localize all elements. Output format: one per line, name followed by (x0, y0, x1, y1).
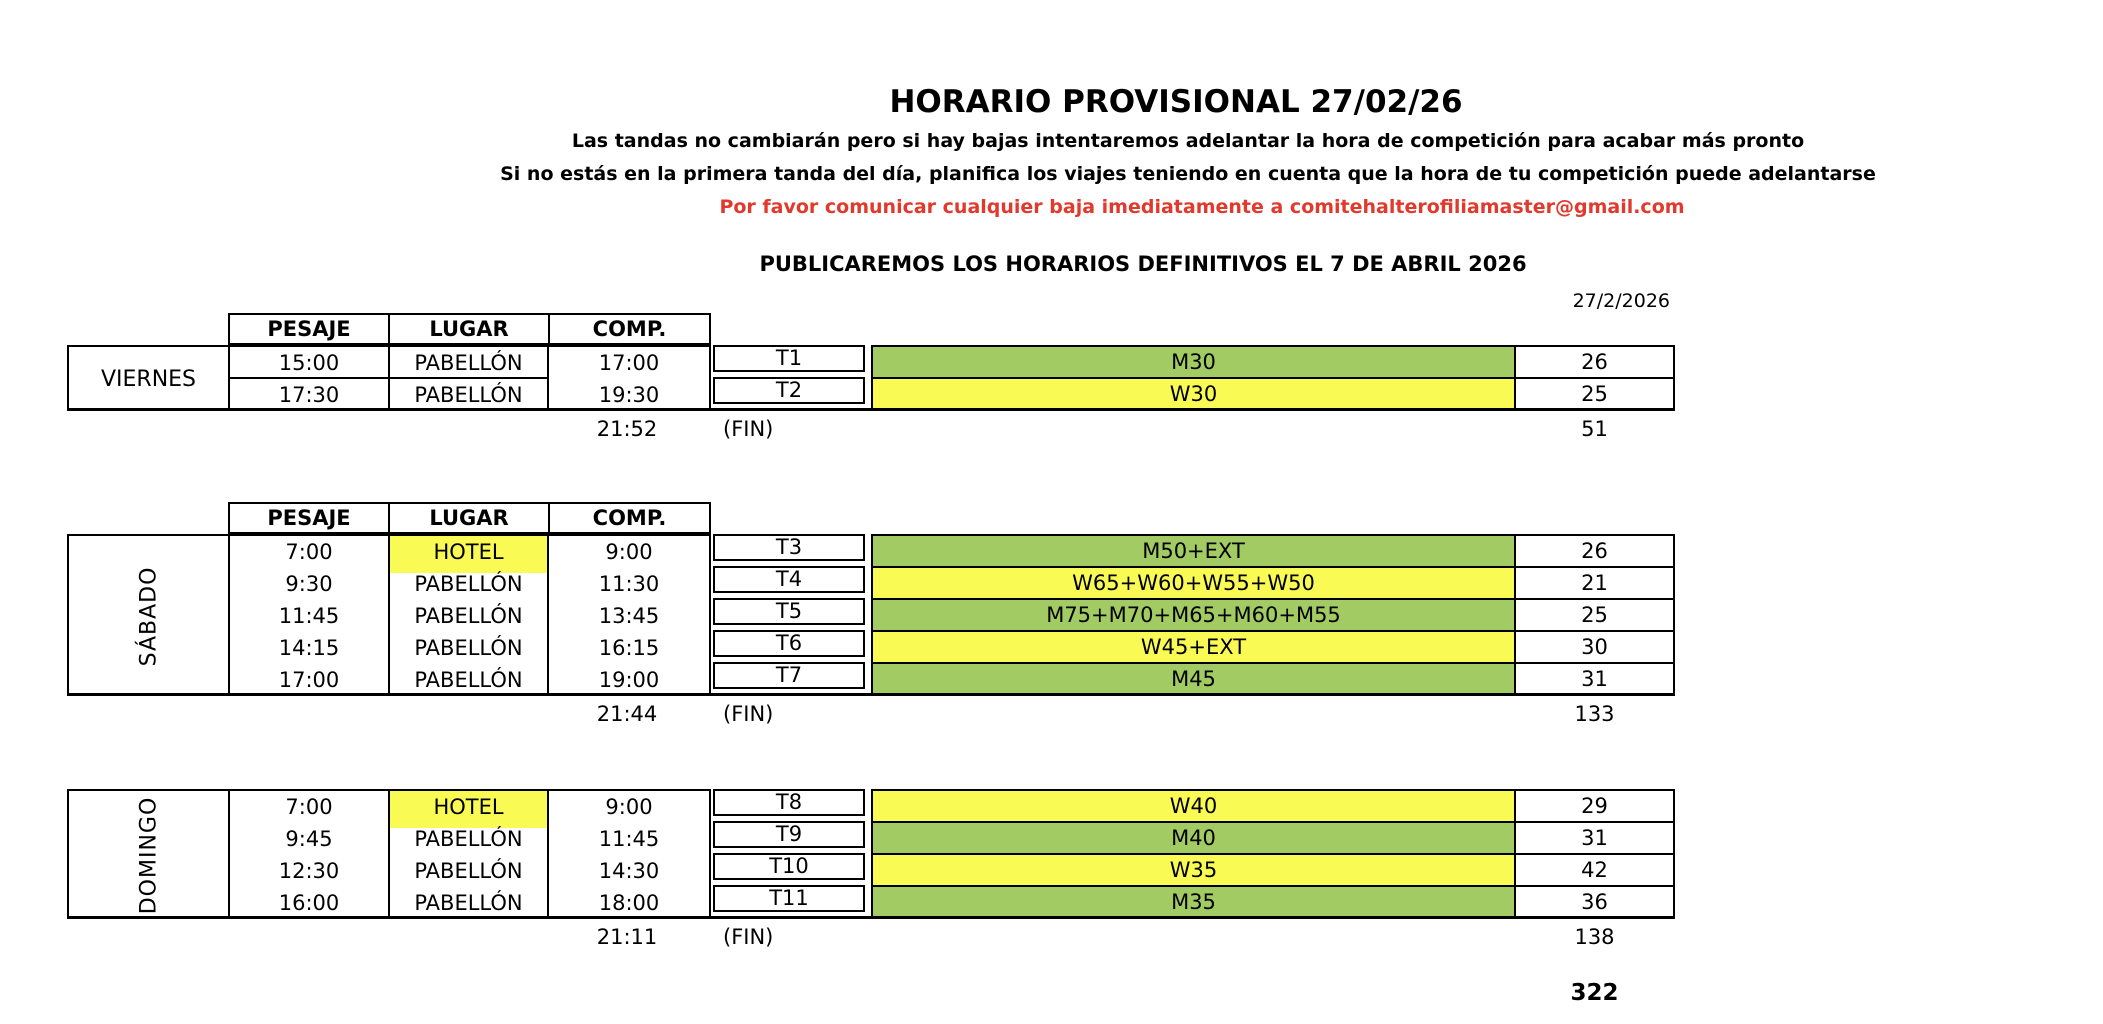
column-header-row (228, 313, 711, 345)
comp-cell: 9:00 (605, 540, 653, 564)
tanda-cell: T7 (713, 662, 865, 689)
count-cell: 31 (1514, 662, 1675, 696)
categoria-cell: W45+EXT (871, 630, 1514, 664)
column-header-comp: COMP. (592, 317, 667, 341)
fin-time: 21:11 (596, 925, 658, 949)
column-header-row (228, 502, 711, 534)
pesaje-cell: 17:30 (278, 383, 340, 407)
note-line-2: Si no estás en la primera tanda del día, planifica los viajes teniendo en cuenta que la hora de tu competición puede adelantarse (500, 163, 1876, 185)
categoria-cell: W40 (871, 789, 1514, 823)
lugar-cell: HOTEL (390, 536, 547, 573)
lugar-cell: PABELLÓN (414, 827, 523, 851)
comp-cell: 11:30 (598, 572, 660, 596)
page-title: HORARIO PROVISIONAL 27/02/26 (889, 84, 1463, 120)
tanda-cell: T4 (713, 566, 865, 593)
pesaje-cell: 7:00 (285, 795, 333, 819)
fin-label: (FIN) (723, 702, 774, 726)
categoria-cell: M45 (871, 662, 1514, 696)
fin-label: (FIN) (723, 417, 774, 441)
fin-total: 133 (1574, 702, 1615, 726)
day-block (67, 345, 711, 411)
note-line-1: Las tandas no cambiarán pero si hay bajas intentaremos adelantar la hora de competición para acabar más pronto (571, 130, 1805, 152)
comp-cell: 19:00 (598, 668, 660, 692)
comp-cell: 19:30 (598, 383, 660, 407)
categoria-cell: M35 (871, 885, 1514, 919)
column-header-lugar: LUGAR (429, 317, 509, 341)
count-cell: 25 (1514, 377, 1675, 411)
categoria-cell: W65+W60+W55+W50 (871, 566, 1514, 600)
pesaje-cell: 16:00 (278, 891, 340, 915)
pesaje-cell: 12:30 (278, 859, 340, 883)
table-bottom-border (67, 408, 1675, 411)
count-cell: 25 (1514, 598, 1675, 632)
pesaje-cell: 9:30 (285, 572, 333, 596)
lugar-cell: PABELLÓN (414, 351, 523, 375)
fin-total: 138 (1574, 925, 1615, 949)
lugar-cell: PABELLÓN (414, 604, 523, 628)
tanda-cell: T11 (713, 885, 865, 912)
column-header-comp: COMP. (592, 506, 667, 530)
day-label (69, 791, 228, 919)
lugar-cell: PABELLÓN (414, 668, 523, 692)
column-header-lugar: LUGAR (429, 506, 509, 530)
categoria-cell: W30 (871, 377, 1514, 411)
count-cell: 26 (1514, 345, 1675, 379)
revision-date: 27/2/2026 (1572, 290, 1670, 312)
day-label: VIERNES (100, 366, 197, 392)
lugar-cell: PABELLÓN (414, 859, 523, 883)
pesaje-cell: 9:45 (285, 827, 333, 851)
tanda-cell: T1 (713, 345, 865, 372)
lugar-cell: PABELLÓN (414, 572, 523, 596)
lugar-cell: HOTEL (390, 791, 547, 828)
viernes-table (67, 313, 1675, 458)
categoria-cell: M30 (871, 345, 1514, 379)
categoria-cell: M40 (871, 821, 1514, 855)
comp-cell: 11:45 (598, 827, 660, 851)
domingo-table (67, 789, 1675, 964)
comp-cell: 18:00 (598, 891, 660, 915)
day-label-text: SÁBADO (135, 566, 161, 666)
categoria-cell: M50+EXT (871, 534, 1514, 568)
lugar-cell: PABELLÓN (414, 383, 523, 407)
count-cell: 42 (1514, 853, 1675, 887)
fin-time: 21:44 (596, 702, 658, 726)
day-label (69, 536, 228, 696)
day-block (67, 534, 711, 696)
tanda-cell: T9 (713, 821, 865, 848)
tanda-cell: T3 (713, 534, 865, 561)
pesaje-cell: 7:00 (285, 540, 333, 564)
fin-total: 51 (1581, 417, 1608, 441)
count-cell: 21 (1514, 566, 1675, 600)
count-cell: 26 (1514, 534, 1675, 568)
lugar-cell: PABELLÓN (414, 891, 523, 915)
categoria-cell: M75+M70+M65+M60+M55 (871, 598, 1514, 632)
column-header-pesaje: PESAJE (267, 506, 351, 530)
count-cell: 29 (1514, 789, 1675, 823)
lugar-cell: PABELLÓN (414, 636, 523, 660)
count-cell: 31 (1514, 821, 1675, 855)
column-header-pesaje: PESAJE (267, 317, 351, 341)
fin-label: (FIN) (723, 925, 774, 949)
day-label-text: DOMINGO (136, 796, 161, 914)
comp-cell: 16:15 (598, 636, 660, 660)
count-cell: 30 (1514, 630, 1675, 664)
contact-alert-line: Por favor comunicar cualquier baja imediatamente a comitehalterofiliamaster@gmail.com (719, 196, 1685, 218)
tanda-cell: T2 (713, 377, 865, 404)
grand-total: 322 (1570, 980, 1619, 1006)
tanda-cell: T8 (713, 789, 865, 816)
pesaje-cell: 15:00 (278, 351, 340, 375)
comp-cell: 14:30 (598, 859, 660, 883)
tanda-cell: T10 (713, 853, 865, 880)
count-cell: 36 (1514, 885, 1675, 919)
pesaje-cell: 11:45 (278, 604, 340, 628)
publish-line: PUBLICAREMOS LOS HORARIOS DEFINITIVOS EL 7 DE ABRIL 2026 (759, 252, 1527, 276)
categoria-cell: W35 (871, 853, 1514, 887)
table-bottom-border (67, 916, 1675, 919)
pesaje-cell: 17:00 (278, 668, 340, 692)
tanda-cell: T6 (713, 630, 865, 657)
tanda-cell: T5 (713, 598, 865, 625)
comp-cell: 17:00 (598, 351, 660, 375)
day-block (67, 789, 711, 919)
comp-cell: 9:00 (605, 795, 653, 819)
table-bottom-border (67, 693, 1675, 696)
pesaje-cell: 14:15 (278, 636, 340, 660)
fin-time: 21:52 (596, 417, 658, 441)
sabado-table (67, 502, 1675, 742)
comp-cell: 13:45 (598, 604, 660, 628)
